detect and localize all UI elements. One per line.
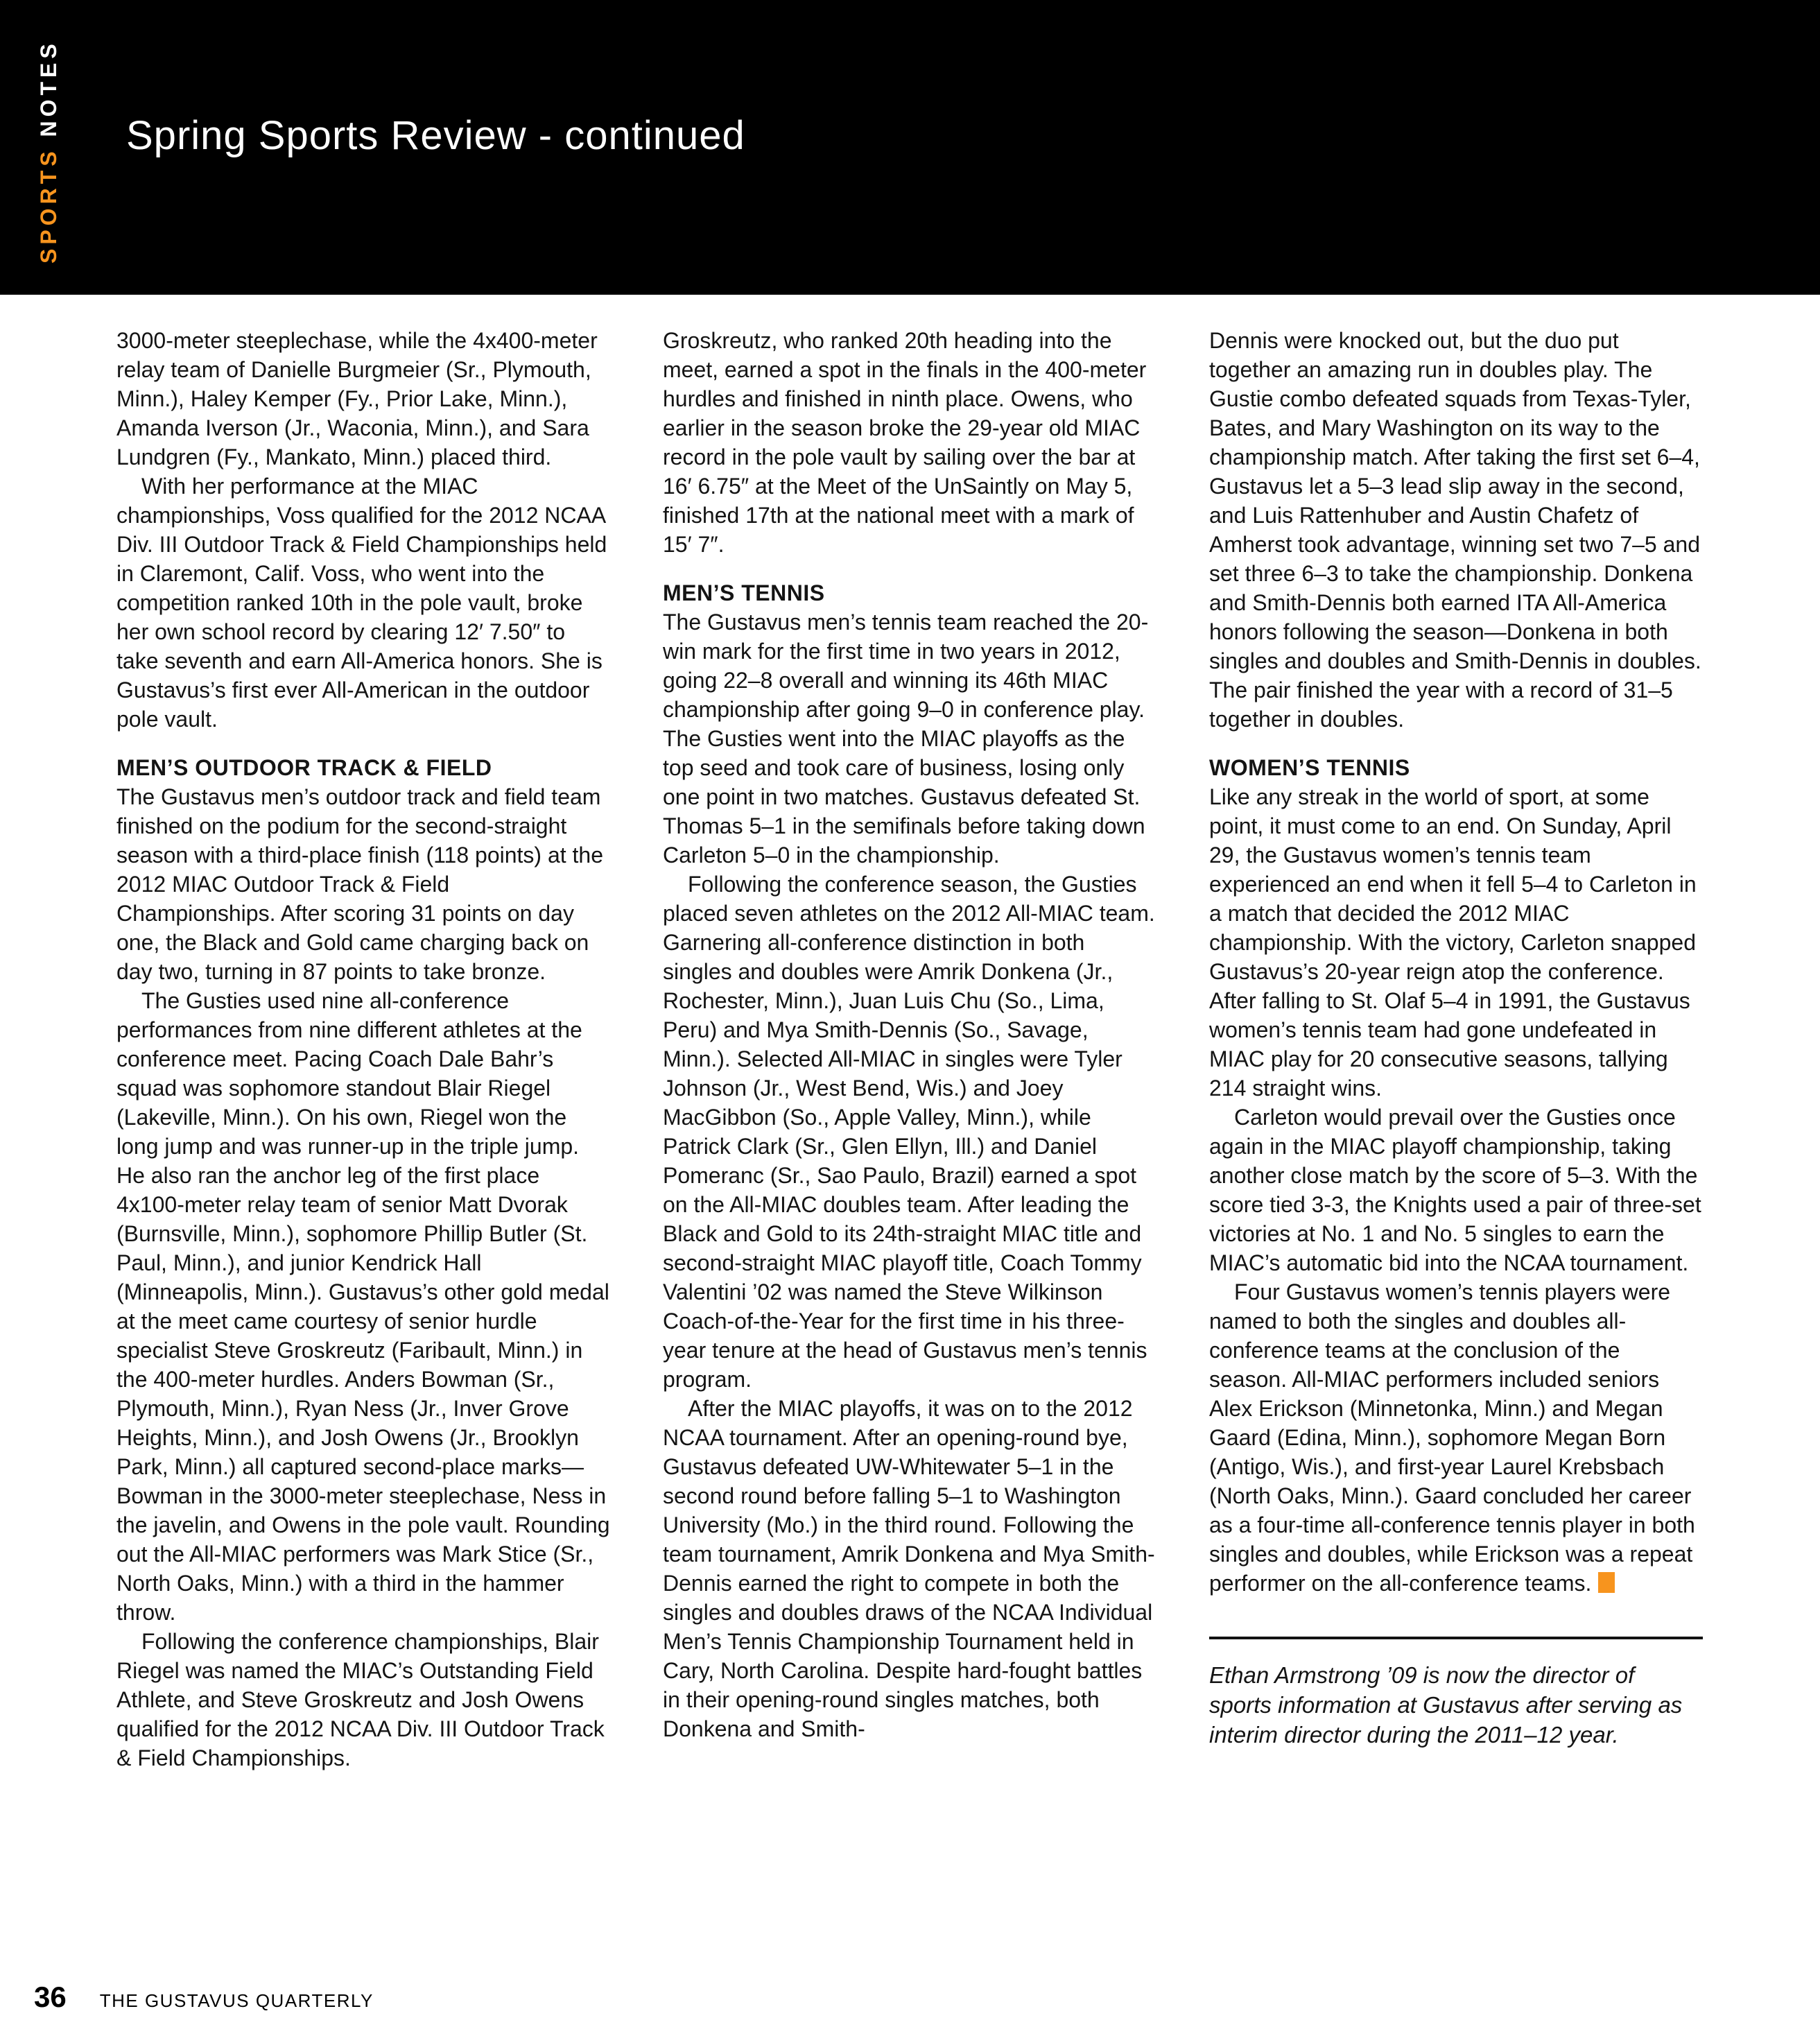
sports-label: SPORTS — [36, 147, 61, 264]
paragraph: Following the conference season, the Gusties placed seven athletes on the 2012 All-MIAC team. Garnering all-conference distinction in both singles and doubles were Amrik Donkena (Jr., Rochester, Minn.), Juan Luis Chu (So., Lima, Peru) and Mya Smith-Dennis (So., Savage, Minn.). Selected All-MIAC in singles were Tyler Johnson (Jr., West Bend, Wis.) and Joey MacGibbon (So., Apple Valley, Minn.), while Patrick Clark (Sr., Glen Ellyn, Ill.) and Daniel Pomeranc (Sr., Sao Paulo, Brazil) earned a spot on the All-MIAC doubles team. After leading the Black and Gold to its 24th-straight MIAC title and second-straight MIAC playoff title, Coach Tommy Valentini ’02 was named the Steve Wilkinson Coach-of-the-Year for the first time in his three-year tenure at the head of Gustavus men’s tennis program. — [663, 872, 1155, 1392]
header-band — [0, 0, 1820, 295]
sports-notes-vertical-label — [36, 40, 62, 264]
author-note: Ethan Armstrong ’09 is now the director of sports information at Gustavus after serving as interim director during the 2011–12 year. — [1209, 1662, 1683, 1748]
page-number: 36 — [34, 1981, 67, 2013]
paragraph: Carleton would prevail over the Gusties once again in the MIAC playoff championship, taking another close match by the score of 5–3. With the score tied 3-3, the Knights used a pair of three-set victories at No. 1 and No. 5 singles to earn the MIAC’s automatic bid into the NCAA tournament. — [1209, 1105, 1701, 1275]
paragraph: Dennis were knocked out, but the duo put together an amazing run in doubles play. The Gustie combo defeated squads from Texas-Tyler, Bates, and Mary Washington on its way to the championship match. After taking the first set 6–4, Gustavus let a 5–3 lead slip away in the second, and Luis Rattenhuber and Austin Chafetz of Amherst took advantage, winning set two 7–5 and set three 6–3 to take the championship. Donkena and Smith-Dennis both earned ITA All-America honors following the season—Donkena in both singles and doubles and Smith-Dennis in doubles. The pair finished the year with a record of 31–5 together in doubles. — [1209, 328, 1701, 732]
notes-label: NOTES — [36, 40, 61, 137]
paragraph: With her performance at the MIAC championships, Voss qualified for the 2012 NCAA Div. III Outdoor Track & Field Championships held in Claremont, Calif. Voss, who went into the competition ranked 10th in the pole vault, broke her own school record by clearing 12′ 7.50″ to take seventh and earn All-America honors. She is Gustavus’s first ever All-American in the outdoor pole vault. — [116, 474, 607, 732]
article-end-marker-icon — [1598, 1572, 1615, 1593]
section-heading-mens-tennis: MEN’S TENNIS — [663, 580, 825, 605]
column-2 — [663, 326, 1156, 1743]
paragraph: Like any streak in the world of sport, at some point, it must come to an end. On Sunday, April 29, the Gustavus women’s tennis team experienced an end when it fell 5–4 to Carleton in a match that decided the 2012 MIAC championship. With the victory, Carleton snapped Gustavus’s 20-year reign atop the conference. After falling to St. Olaf 5–4 in 1991, the Gustavus women’s tennis team had gone undefeated in MIAC play for 20 consecutive seasons, tallying 214 straight wins. — [1209, 784, 1697, 1101]
page-title: Spring Sports Review - continued — [126, 113, 745, 158]
author-note-divider — [1209, 1637, 1703, 1639]
paragraph: The Gustavus men’s outdoor track and field team finished on the podium for the second-straight season with a third-place finish (118 points) at the 2012 MIAC Outdoor Track & Field Championships. After scoring 31 points on day one, the Black and Gold came charging back on day two, turning in 87 points to take bronze. — [116, 784, 604, 984]
paragraph: Following the conference championships, Blair Riegel was named the MIAC’s Outstanding Field Athlete, and Steve Groskreutz and Josh Owens qualified for the 2012 NCAA Div. III Outdoor Track & Field Championships. — [116, 1629, 605, 1770]
paragraph: Groskreutz, who ranked 20th heading into the meet, earned a spot in the finals in the 400-meter hurdles and finished in ninth place. Owens, who earlier in the season broke the 29-year old MIAC record in the pole vault by sailing over the bar at 16′ 6.75″ at the Meet of the UnSaintly on May 5, finished 17th at the national meet with a mark of 15′ 7″. — [663, 328, 1147, 557]
section-heading-mens-track: MEN’S OUTDOOR TRACK & FIELD — [116, 755, 492, 780]
page-footer — [34, 1981, 374, 2014]
paragraph: The Gustavus men’s tennis team reached the 20-win mark for the first time in two years in 2012, going 22–8 overall and winning its 46th MIAC championship after going 9–0 in conference play. The Gusties went into the MIAC playoffs as the top seed and took care of business, losing only one point in two matches. Gustavus defeated St. Thomas 5–1 in the semifinals before taking down Carleton 5–0 in the championship. — [663, 610, 1149, 868]
paragraph — [1209, 1277, 1703, 1598]
paragraph: The Gusties used nine all-conference performances from nine different athletes at the conference meet. Pacing Coach Dale Bahr’s squad was sophomore standout Blair Riegel (Lakeville, Minn.). On his own, Riegel won the long jump and was runner-up in the triple jump. He also ran the anchor leg of the first place 4x100-meter relay team of senior Matt Dvorak (Burnsville, Minn.), sophomore Phillip Butler (St. Paul, Minn.), and junior Kendrick Hall (Minneapolis, Minn.). Gustavus’s other gold medal at the meet came courtesy of senior hurdle specialist Steve Groskreutz (Faribault, Minn.) in the 400-meter hurdles. Anders Bowman (Sr., Plymouth, Minn.), Ryan Ness (Jr., Inver Grove Heights, Minn.), and Josh Owens (Jr., Brooklyn Park, Minn.) all captured second-place marks—Bowman in the 3000-meter steeplechase, Ness in the javelin, and Owens in the pole vault. Rounding out the All-MIAC performers was Mark Stice (Sr., North Oaks, Minn.) with a third in the hammer throw. — [116, 988, 610, 1625]
column-1 — [116, 326, 610, 1772]
paragraph: 3000-meter steeplechase, while the 4x400-meter relay team of Danielle Burgmeier (Sr., Plymouth, Minn.), Haley Kemper (Fy., Prior Lake, Minn.), Amanda Iverson (Jr., Waconia, Minn.), and Sara Lundgren (Fy., Mankato, Minn.) placed third. — [116, 328, 598, 469]
paragraph: After the MIAC playoffs, it was on to the 2012 NCAA tournament. After an opening-round bye, Gustavus defeated UW-Whitewater 5–1 in the second round before falling 5–1 to Washington University (Mo.) in the third round. Following the team tournament, Amrik Donkena and Mya Smith-Dennis earned the right to compete in both the singles and doubles draws of the NCAA Individual Men’s Tennis Championship Tournament held in Cary, North Carolina. Despite hard-fought battles in their opening-round singles matches, both Donkena and Smith- — [663, 1396, 1155, 1741]
publication-name: THE GUSTAVUS QUARTERLY — [99, 1990, 374, 2011]
column-3 — [1209, 326, 1703, 1750]
section-heading-womens-tennis: WOMEN’S TENNIS — [1209, 755, 1410, 780]
paragraph-text: Four Gustavus women’s tennis players were named to both the singles and doubles all-conference teams at the conclusion of the season. All-MIAC performers included seniors Alex Erickson (Minnetonka, Minn.) and Megan Gaard (Edina, Minn.), sophomore Megan Born (Antigo, Wis.), and first-year Laurel Krebsbach (North Oaks, Minn.). Gaard concluded her career as a four-time all-conference tennis player in both singles and doubles, while Erickson was a repeat performer on the all-conference teams. — [1209, 1279, 1695, 1596]
